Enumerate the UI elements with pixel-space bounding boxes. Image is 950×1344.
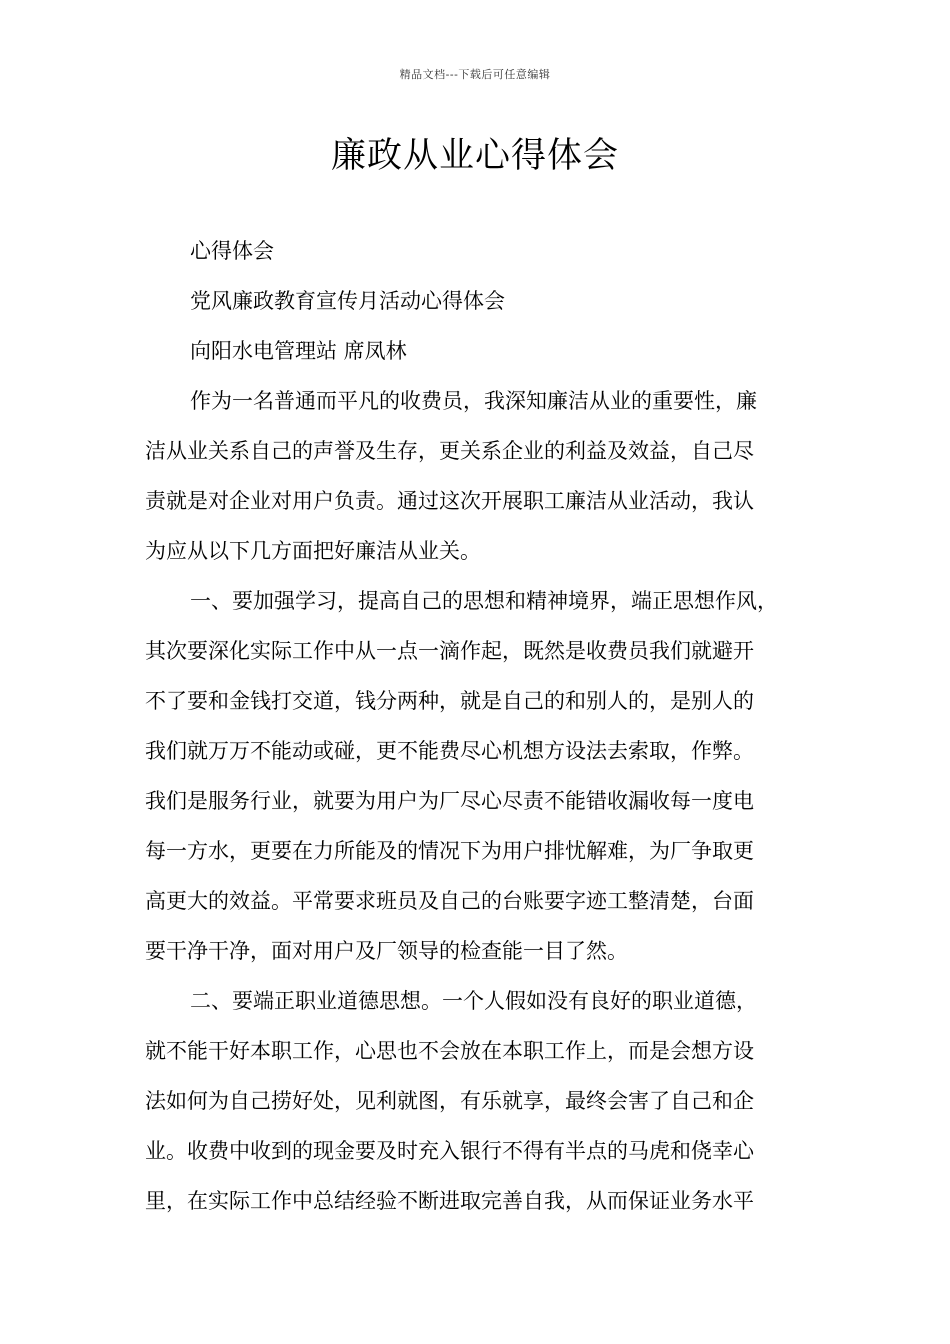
paragraph-line: 洁从业关系自己的声誉及生存，更关系企业的利益及效益，自己尽 bbox=[145, 439, 754, 463]
paragraph-line: 每一方水，更要在力所能及的情况下为用户排忧解难，为厂争取更 bbox=[145, 839, 754, 863]
document-title: 廉政从业心得体会 bbox=[330, 136, 619, 176]
paragraph-line: 我们是服务行业，就要为用户为厂尽心尽责不能错收漏收每一度电 bbox=[145, 789, 754, 813]
meta-line: 心得体会 bbox=[190, 239, 274, 263]
paragraph-line: 为应从以下几方面把好廉洁从业关。 bbox=[145, 539, 481, 563]
paragraph-line: 里，在实际工作中总结经验不断进取完善自我，从而保证业务水平 bbox=[145, 1189, 754, 1213]
meta-line: 党风廉政教育宣传月活动心得体会 bbox=[190, 289, 505, 313]
paragraph-line: 高更大的效益。平常要求班员及自己的台账要字迹工整清楚，台面 bbox=[145, 889, 754, 913]
header-note: 精品文档---下载后可任意编辑 bbox=[399, 68, 551, 81]
paragraph-line: 二、要端正职业道德思想。一个人假如没有良好的职业道德， bbox=[190, 989, 757, 1013]
paragraph-line: 就不能干好本职工作，心思也不会放在本职工作上，而是会想方设 bbox=[145, 1039, 754, 1063]
paragraph-line: 其次要深化实际工作中从一点一滴作起，既然是收费员我们就避开 bbox=[145, 639, 754, 663]
paragraph-line: 一、要加强学习，提高自己的思想和精神境界，端正思想作风， bbox=[190, 589, 778, 613]
paragraph-line: 不了要和金钱打交道，钱分两种，就是自己的和别人的，是别人的 bbox=[145, 689, 754, 713]
document-body bbox=[145, 232, 805, 1232]
meta-line: 向阳水电管理站 席凤林 bbox=[190, 339, 407, 363]
paragraph-line: 法如何为自己捞好处，见利就图，有乐就享，最终会害了自己和企 bbox=[145, 1089, 754, 1113]
paragraph-line: 业。收费中收到的现金要及时充入银行不得有半点的马虎和侥幸心 bbox=[145, 1139, 754, 1163]
paragraph-line: 要干净干净，面对用户及厂领导的检查能一目了然。 bbox=[145, 939, 628, 963]
paragraph-line: 我们就万万不能动或碰，更不能费尽心机想方设法去索取，作弊。 bbox=[145, 739, 754, 763]
paragraph-line: 责就是对企业对用户负责。通过这次开展职工廉洁从业活动，我认 bbox=[145, 489, 754, 513]
paragraph-line: 作为一名普通而平凡的收费员，我深知廉洁从业的重要性，廉 bbox=[190, 389, 757, 413]
